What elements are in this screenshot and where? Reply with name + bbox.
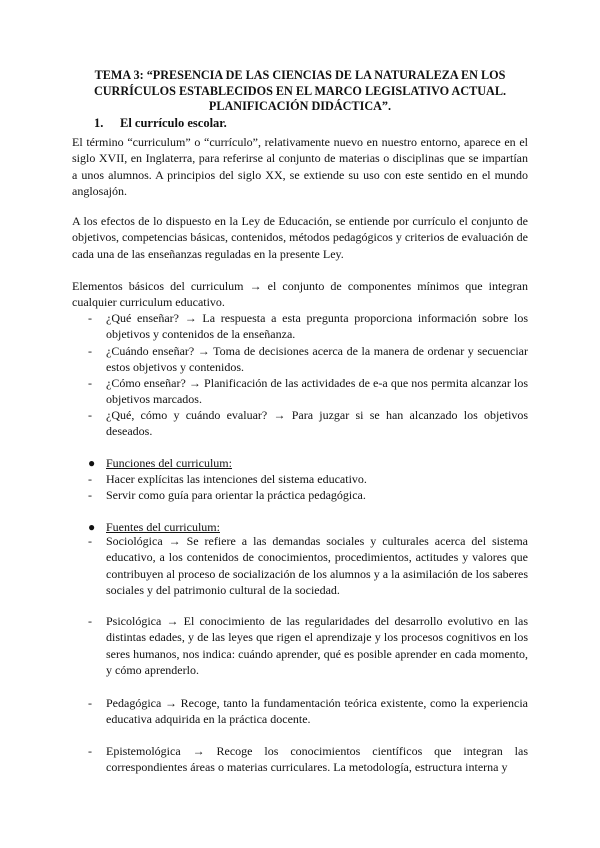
bullet-icon: ● bbox=[88, 520, 96, 534]
dash-marker: - bbox=[88, 744, 92, 758]
dash-marker: - bbox=[88, 472, 92, 486]
paragraph-origin: El término “curriculum” o “currículo”, relativamente nuevo en nuestro entorno, aparece en el siglo XVII, en Inglaterra, para referirse al conjunto de materias o disciplinas que se impartían a unos alumnos. A principios del siglo XX, se extiende su uso con este sentido en el mundo anglosajón. bbox=[72, 135, 528, 199]
list-item bbox=[72, 695, 528, 728]
list-item bbox=[72, 743, 528, 776]
list-item bbox=[72, 375, 528, 408]
list-item bbox=[72, 407, 528, 440]
dash-marker: - bbox=[88, 488, 92, 502]
bullet-icon: ● bbox=[88, 456, 96, 470]
dash-marker: - bbox=[88, 696, 92, 710]
list-item-text: ¿Cuándo enseñar? → Toma de decisiones acerca de la manera de ordenar y secuenciar estos objetivos y contenidos. bbox=[106, 344, 528, 375]
section-title: El currículo escolar. bbox=[120, 116, 227, 130]
list-item-text: ¿Cómo enseñar? → Planificación de las actividades de e-a que nos permita alcanzar los objetivos marcados. bbox=[106, 376, 528, 407]
title-line-3: PLANIFICACIÓN DIDÁCTICA”. bbox=[208, 99, 392, 114]
paragraph-definition: A los efectos de lo dispuesto en la Ley de Educación, se entiende por currículo el conjunto de objetivos, competencias básicas, contenidos, métodos pedagógicos y criterios de evaluación de cada una de las enseñanzas reguladas en la presente Ley. bbox=[72, 214, 528, 261]
list-item-text: ¿Qué enseñar? → La respuesta a esta pregunta proporciona información sobre los objetivos y contenidos de la enseñanza. bbox=[106, 311, 528, 342]
list-item-text: Psicológica → El conocimiento de las regularidades del desarrollo evolutivo en las distintas edades, y de las leyes que rigen el aprendizaje y los procesos cognitivos en los seres humanos, nos indica: cuándo aprender, qué es posible aprender en cada momento, y cómo aprenderlo. bbox=[106, 614, 528, 678]
list-item bbox=[72, 343, 528, 376]
section-heading bbox=[94, 116, 227, 131]
dash-marker: - bbox=[88, 614, 92, 628]
list-item bbox=[72, 613, 528, 679]
list-item-text: Sociológica → Se refiere a las demandas sociales y culturales acerca del sistema educativo, a los contenidos de conocimientos, procedimientos, actitudes y valores que contribuyen al proceso de socialización de los alumnos y a la asimilación de los saberes sociales y del patrimonio cultural de la sociedad. bbox=[106, 534, 528, 598]
paragraph-elementos: Elementos básicos del curriculum → el conjunto de componentes mínimos que integran cualquier curriculum educativo. bbox=[72, 279, 528, 310]
list-item bbox=[88, 487, 366, 503]
dash-marker: - bbox=[88, 376, 92, 390]
title-line-2: CURRÍCULOS ESTABLECIDOS EN EL MARCO LEGISLATIVO ACTUAL. bbox=[93, 83, 507, 98]
list-item-text: Epistemológica → Recoge los conocimientos científicos que integran las correspondientes áreas o materias curriculares. La metodología, estructura interna y bbox=[106, 744, 528, 775]
dash-marker: - bbox=[88, 408, 92, 422]
funciones-heading-text: Funciones del curriculum: bbox=[106, 456, 232, 470]
dash-marker: - bbox=[88, 344, 92, 358]
list-item-text: ¿Qué, cómo y cuándo evaluar? → Para juzgar si se han alcanzado los objetivos deseados. bbox=[106, 408, 528, 439]
section-number: 1. bbox=[94, 116, 104, 130]
dash-marker: - bbox=[88, 311, 92, 325]
document-title bbox=[70, 68, 530, 115]
list-item bbox=[72, 533, 528, 599]
fuentes-heading-text: Fuentes del curriculum: bbox=[106, 520, 220, 534]
dash-marker: - bbox=[88, 534, 92, 548]
funciones-heading bbox=[88, 455, 232, 471]
list-item bbox=[88, 471, 367, 487]
list-item bbox=[72, 310, 528, 343]
list-item-text: Pedagógica → Recoge, tanto la fundamentación teórica existente, como la experiencia educativa adquirida en la práctica docente. bbox=[106, 696, 528, 727]
title-line-1: TEMA 3: “PRESENCIA DE LAS CIENCIAS DE LA NATURALEZA EN LOS bbox=[94, 68, 506, 82]
list-item-text: Servir como guía para orientar la práctica pedagógica. bbox=[106, 488, 366, 502]
list-item-text: Hacer explícitas las intenciones del sistema educativo. bbox=[106, 472, 367, 486]
